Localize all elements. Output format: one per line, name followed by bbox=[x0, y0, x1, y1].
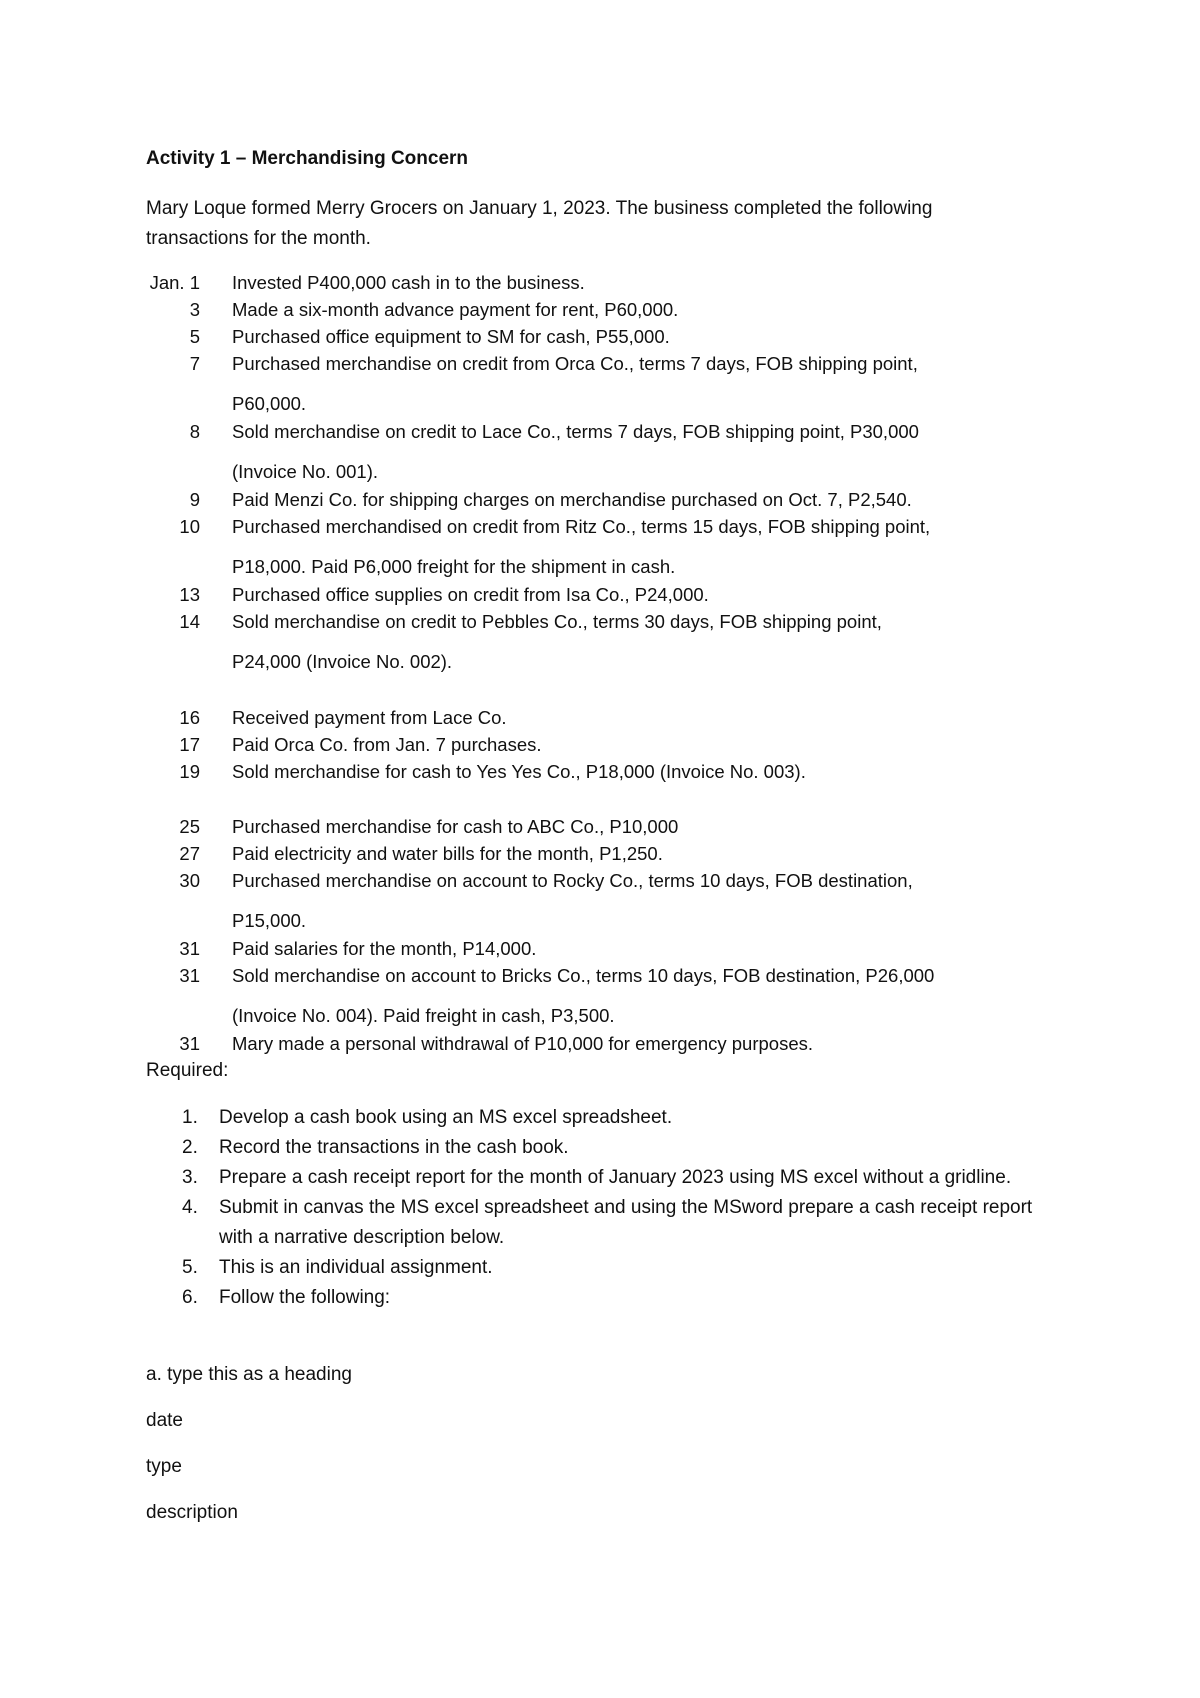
transaction-description: Sold merchandise on account to Bricks Co., terms 10 days, FOB destination, P26,000 bbox=[232, 965, 935, 986]
requirements-list bbox=[146, 1103, 1046, 1313]
transaction-date: 13 bbox=[179, 584, 200, 605]
requirement-text: Submit in canvas the MS excel spreadsheet and using the MSword prepare a cash receipt report with a narrative description below. bbox=[219, 1197, 1033, 1248]
requirement-text: Record the transactions in the cash book. bbox=[219, 1137, 569, 1158]
document-title: Activity 1 – Merchandising Concern bbox=[146, 148, 469, 169]
requirement-number: 5. bbox=[182, 1257, 198, 1278]
transaction-date: 30 bbox=[179, 870, 200, 891]
requirement-item bbox=[146, 1193, 1046, 1253]
transaction-description: Purchased merchandised on credit from Ritz Co., terms 15 days, FOB shipping point, bbox=[232, 516, 931, 537]
requirement-item bbox=[146, 1283, 1046, 1313]
follow-item-description: description bbox=[146, 1502, 238, 1523]
transaction-date: Jan. 1 bbox=[149, 272, 200, 293]
transaction-date: 31 bbox=[179, 965, 200, 986]
transaction-description: Purchased office supplies on credit from Isa Co., P24,000. bbox=[232, 584, 709, 605]
transaction-date: 27 bbox=[179, 843, 200, 864]
transaction-date: 19 bbox=[179, 761, 200, 782]
requirement-text: This is an individual assignment. bbox=[219, 1257, 493, 1278]
transaction-description: Received payment from Lace Co. bbox=[232, 707, 507, 728]
transaction-continuation: (Invoice No. 004). Paid freight in cash, P3,500. bbox=[232, 1005, 615, 1026]
required-heading: Required: bbox=[146, 1060, 229, 1081]
requirement-text: Develop a cash book using an MS excel spreadsheet. bbox=[219, 1107, 673, 1128]
requirement-text: Prepare a cash receipt report for the month of January 2023 using MS excel without a gridline. bbox=[219, 1167, 1012, 1188]
transaction-date: 5 bbox=[189, 326, 200, 347]
follow-item-heading: a. type this as a heading bbox=[146, 1364, 352, 1385]
requirement-number: 3. bbox=[182, 1167, 198, 1188]
transaction-date: 3 bbox=[189, 299, 200, 320]
requirement-number: 4. bbox=[182, 1197, 198, 1218]
transaction-date: 8 bbox=[189, 421, 200, 442]
transaction-date: 16 bbox=[179, 707, 200, 728]
transaction-description: Invested P400,000 cash in to the business. bbox=[232, 272, 585, 293]
intro-paragraph: Mary Loque formed Merry Grocers on January 1, 2023. The business completed the following transactions for the month. bbox=[146, 198, 933, 249]
transaction-continuation: P60,000. bbox=[232, 393, 307, 414]
transaction-continuation: P24,000 (Invoice No. 002). bbox=[232, 651, 453, 672]
transaction-description: Paid Orca Co. from Jan. 7 purchases. bbox=[232, 734, 542, 755]
transaction-continuation: P18,000. Paid P6,000 freight for the shipment in cash. bbox=[232, 556, 676, 577]
transaction-date: 14 bbox=[179, 611, 200, 632]
requirement-number: 2. bbox=[182, 1137, 198, 1158]
requirement-number: 6. bbox=[182, 1287, 198, 1308]
transaction-description: Paid Menzi Co. for shipping charges on merchandise purchased on Oct. 7, P2,540. bbox=[232, 489, 912, 510]
transaction-date: 31 bbox=[179, 938, 200, 959]
transaction-description: Purchased office equipment to SM for cash, P55,000. bbox=[232, 326, 670, 347]
follow-item-date: date bbox=[146, 1410, 183, 1431]
transaction-date: 7 bbox=[189, 353, 200, 374]
transaction-description: Paid salaries for the month, P14,000. bbox=[232, 938, 537, 959]
follow-item-type: type bbox=[146, 1456, 182, 1477]
transaction-date: 31 bbox=[179, 1033, 200, 1054]
transaction-description: Purchased merchandise on account to Rocky Co., terms 10 days, FOB destination, bbox=[232, 870, 913, 891]
transaction-continuation: P15,000. bbox=[232, 910, 307, 931]
requirement-item bbox=[146, 1133, 1046, 1163]
transaction-continuation: (Invoice No. 001). bbox=[232, 461, 379, 482]
transaction-date: 10 bbox=[179, 516, 200, 537]
transaction-description: Mary made a personal withdrawal of P10,000 for emergency purposes. bbox=[232, 1033, 813, 1054]
transaction-description: Made a six-month advance payment for rent, P60,000. bbox=[232, 299, 679, 320]
transaction-description: Purchased merchandise for cash to ABC Co., P10,000 bbox=[232, 816, 679, 837]
transaction-description: Sold merchandise on credit to Pebbles Co., terms 30 days, FOB shipping point, bbox=[232, 611, 882, 632]
requirement-item bbox=[146, 1253, 1046, 1283]
requirement-number: 1. bbox=[182, 1107, 198, 1128]
transaction-date: 9 bbox=[189, 489, 200, 510]
requirement-item bbox=[146, 1103, 1046, 1133]
transaction-date: 17 bbox=[179, 734, 200, 755]
requirement-text: Follow the following: bbox=[219, 1287, 391, 1308]
transaction-description: Purchased merchandise on credit from Orca Co., terms 7 days, FOB shipping point, bbox=[232, 353, 918, 374]
transaction-description: Sold merchandise for cash to Yes Yes Co., P18,000 (Invoice No. 003). bbox=[232, 761, 806, 782]
transaction-description: Paid electricity and water bills for the month, P1,250. bbox=[232, 843, 663, 864]
requirement-item bbox=[146, 1163, 1046, 1193]
transaction-description: Sold merchandise on credit to Lace Co., terms 7 days, FOB shipping point, P30,000 bbox=[232, 421, 919, 442]
transaction-date: 25 bbox=[179, 816, 200, 837]
